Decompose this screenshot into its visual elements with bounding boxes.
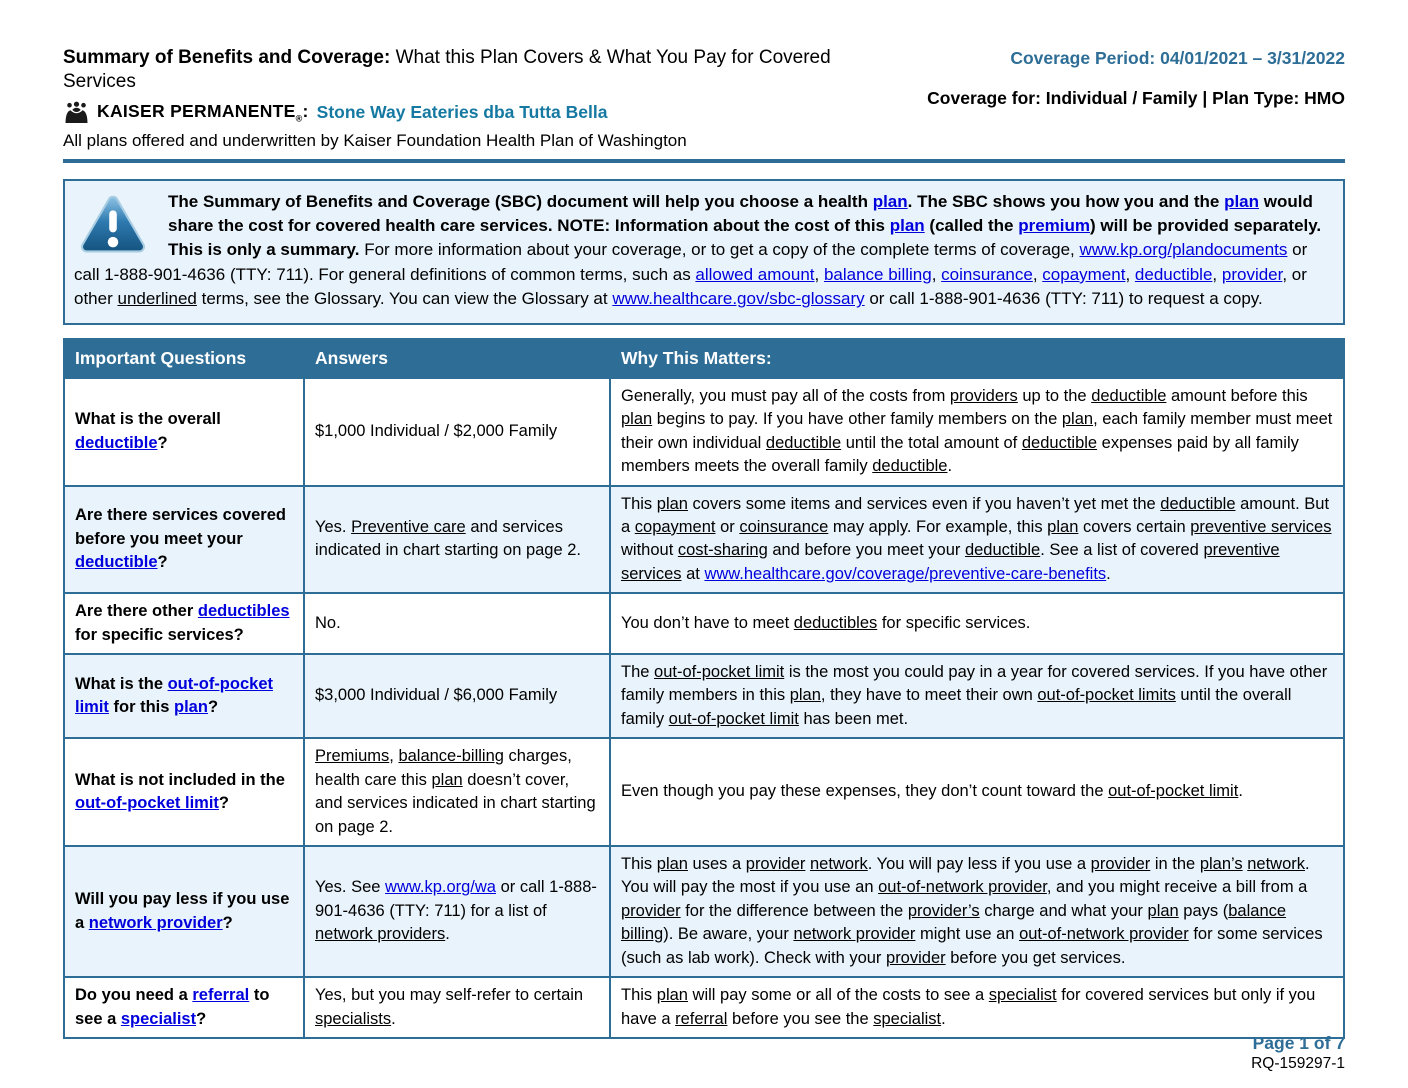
answer-cell xyxy=(304,738,610,846)
text-segment: begins to pay. If you have other family members on the xyxy=(652,410,1062,429)
text-segment: What is the overall xyxy=(75,410,221,429)
text-segment: ? xyxy=(157,433,168,452)
text-segment: balance billing xyxy=(621,901,1287,944)
text-segment: out-of-network provider xyxy=(878,878,1047,897)
text-segment: . xyxy=(947,457,953,476)
inline-link[interactable]: network provider xyxy=(88,913,223,932)
text-segment: deductible xyxy=(765,433,842,452)
text-segment: $1,000 Individual / $2,000 Family xyxy=(315,421,558,440)
answer-cell xyxy=(304,486,610,594)
text-segment: specialist xyxy=(873,1009,942,1028)
benefits-table xyxy=(63,338,1345,1039)
table-row xyxy=(64,846,1344,977)
inline-link[interactable]: allowed amount xyxy=(695,264,815,284)
text-segment: might use an xyxy=(915,925,1020,944)
text-segment: , and you might receive a bill from a xyxy=(1046,878,1308,897)
text-segment: or call 1-888-901-4636 (TTY: 711) to request a copy. xyxy=(864,289,1263,309)
text-segment: plan xyxy=(656,986,688,1005)
text-segment: . You will pay the most if you use an xyxy=(621,855,1310,897)
text-segment: out-of-pocket limits xyxy=(1037,686,1176,705)
inline-link[interactable]: out-of-pocket limit xyxy=(75,674,273,717)
inline-link[interactable]: plan xyxy=(872,191,908,211)
text-segment: ? xyxy=(207,698,219,717)
text-segment: or xyxy=(715,517,740,536)
text-segment: for some services (such as lab work). Check with your xyxy=(621,925,1323,967)
question-cell xyxy=(64,977,304,1038)
question-cell xyxy=(64,654,304,738)
registered-mark: ® xyxy=(295,113,303,124)
text-segment: . You will pay less if you use a xyxy=(867,855,1091,874)
text-segment: , xyxy=(1212,264,1222,284)
answer-cell xyxy=(304,977,610,1038)
inline-link[interactable]: www.kp.org/wa xyxy=(385,878,496,897)
text-segment: preventive services xyxy=(621,541,1280,583)
inline-link[interactable]: www.kp.org/plandocuments xyxy=(1079,240,1288,260)
text-segment: What is the xyxy=(75,674,168,693)
text-segment: covers certain xyxy=(1078,517,1191,536)
text-segment: , xyxy=(931,264,942,284)
text-segment: Preventive care xyxy=(351,517,466,536)
inline-link[interactable]: plan xyxy=(174,698,208,717)
text-segment: deductible xyxy=(964,541,1041,560)
text-segment: , or other xyxy=(74,264,1307,309)
text-segment: Do you need a xyxy=(75,986,193,1005)
text-segment: You don’t have to meet xyxy=(621,613,794,632)
table-row xyxy=(64,486,1344,594)
text-segment: doesn’t cover, and services indicated in chart starting on page 2. xyxy=(315,770,596,836)
text-segment: plan xyxy=(1147,901,1179,920)
header-left xyxy=(63,46,878,151)
text-segment: before you get services. xyxy=(945,948,1126,967)
text-segment: plan xyxy=(621,410,653,429)
coverage-period: Coverage Period: 04/01/2021 – 3/31/2022 xyxy=(1010,48,1345,68)
inline-link[interactable]: coinsurance xyxy=(941,264,1033,284)
inline-link[interactable]: deductibles xyxy=(197,602,290,621)
text-segment: This xyxy=(621,986,657,1005)
text-segment: amount before this xyxy=(1166,386,1308,405)
warning-icon xyxy=(79,193,147,256)
text-segment: out-of-pocket limit xyxy=(1108,782,1239,801)
answer-cell xyxy=(304,378,610,486)
text-segment: without xyxy=(621,541,678,560)
text-segment: provider xyxy=(621,901,681,920)
inline-link[interactable]: deductible xyxy=(1134,264,1213,284)
brand-line xyxy=(63,101,878,125)
text-segment: for this xyxy=(108,698,175,717)
table-row xyxy=(64,378,1344,486)
text-segment: for the difference between the xyxy=(680,901,908,920)
page-title-bold: Summary of Benefits and Coverage: xyxy=(63,47,391,68)
text-segment: expenses paid by all family members meets the overall family xyxy=(621,433,1299,476)
page-title-rest: What this Plan Covers & What You Pay for Covered Services xyxy=(63,47,831,92)
text-segment: provider’s xyxy=(907,901,980,920)
document-code: RQ-159297-1 xyxy=(1251,1055,1345,1072)
inline-link[interactable]: balance billing xyxy=(823,264,932,284)
why-cell xyxy=(610,846,1344,977)
text-segment: underlined xyxy=(117,289,197,309)
text-segment: terms, see the Glossary. You can view the Glossary at xyxy=(196,289,613,309)
text-segment: deductibles xyxy=(793,613,878,632)
answer-cell xyxy=(304,593,610,654)
text-segment: before you see the xyxy=(727,1009,874,1028)
column-header-important-questions: Important Questions xyxy=(64,339,304,378)
text-segment: network provider xyxy=(793,925,916,944)
text-segment: . xyxy=(391,1009,396,1028)
inline-link[interactable]: plan xyxy=(889,215,925,235)
question-cell xyxy=(64,738,304,846)
header-divider xyxy=(63,159,1345,163)
text-segment: , xyxy=(814,264,824,284)
text-segment: ). Be aware, your xyxy=(663,925,794,944)
text-segment: , each family member must meet their own individual xyxy=(621,410,1333,452)
text-segment: and services indicated in chart starting on page 2. xyxy=(315,517,582,560)
text-segment: is the most you could pay in a year for covered services. If you have other family members in this xyxy=(621,663,1328,705)
client-name: Stone Way Eateries dba Tutta Bella xyxy=(316,102,608,122)
text-segment: , xyxy=(1125,264,1135,284)
text-segment: referral xyxy=(675,1009,728,1028)
text-segment: has been met. xyxy=(798,709,909,728)
inline-link[interactable]: plan xyxy=(1224,191,1260,211)
page-footer xyxy=(1251,1033,1345,1073)
text-segment: in the xyxy=(1150,855,1200,874)
inline-link[interactable]: provider xyxy=(1221,264,1283,284)
table-row xyxy=(64,738,1344,846)
text-segment: . The SBC shows you how you and the xyxy=(907,191,1225,211)
text-segment: deductible xyxy=(1091,386,1167,405)
inline-link[interactable]: deductible xyxy=(75,433,158,452)
table-row xyxy=(64,593,1344,654)
text-segment: Yes. xyxy=(315,517,352,536)
text-segment: for covered services but only if you have a xyxy=(621,986,1316,1028)
text-segment: coinsurance xyxy=(739,517,829,536)
text-segment: Are there other xyxy=(75,602,198,621)
text-segment: deductible xyxy=(1021,433,1098,452)
text-segment: . xyxy=(1238,782,1243,801)
text-segment: (called the xyxy=(924,215,1019,235)
text-segment: will pay some or all of the costs to see a xyxy=(687,986,989,1005)
text-segment: What is not included in the xyxy=(75,770,285,789)
text-segment: ? xyxy=(222,913,233,932)
text-segment: provider xyxy=(886,948,946,967)
why-cell xyxy=(610,378,1344,486)
text-segment: The xyxy=(621,663,655,682)
inline-link[interactable]: specialist xyxy=(120,1009,197,1028)
text-segment: at xyxy=(681,564,705,583)
text-segment: network providers xyxy=(315,925,446,944)
question-cell xyxy=(64,593,304,654)
text-segment: Generally, you must pay all of the costs from xyxy=(621,386,950,405)
text-segment: plan xyxy=(656,855,688,874)
table-row xyxy=(64,977,1344,1038)
text-segment: copayment xyxy=(634,517,716,536)
text-segment: plan’s xyxy=(1199,855,1243,874)
text-segment: pays ( xyxy=(1178,901,1229,920)
text-segment: specialist xyxy=(988,986,1057,1005)
inline-link[interactable]: www.healthcare.gov/coverage/preventive-care-benefits xyxy=(704,564,1107,583)
inline-link[interactable]: premium xyxy=(1018,215,1091,235)
text-segment: cost-sharing xyxy=(677,541,768,560)
text-segment: plan xyxy=(789,686,821,705)
answer-cell xyxy=(304,654,610,738)
why-cell xyxy=(610,486,1344,594)
brand-wordmark: KAISER $PERMANENTE_®$: xyxy=(97,101,309,124)
text-segment: and before you meet your xyxy=(767,541,965,560)
text-segment: Even though you pay these expenses, they don’t count toward the xyxy=(621,782,1109,801)
why-cell xyxy=(610,654,1344,738)
text-segment: plan xyxy=(656,494,688,513)
text-segment: may apply. For example, this xyxy=(828,517,1048,536)
text-segment: ? xyxy=(157,553,168,572)
text-segment: deductible xyxy=(1160,494,1236,513)
text-segment: This xyxy=(621,855,657,874)
text-segment: providers xyxy=(949,386,1018,405)
text-segment: out-of-pocket limit xyxy=(654,663,785,682)
text-segment: The Summary of Benefits and Coverage (SBC) document will help you choose a health xyxy=(168,191,873,211)
underwriter-subtitle: All plans offered and underwritten by Kaiser Foundation Health Plan of Washington xyxy=(63,130,687,150)
inline-link[interactable]: www.healthcare.gov/sbc-glossary xyxy=(612,289,865,309)
text-segment: plan xyxy=(431,770,463,789)
inline-link[interactable]: copayment xyxy=(1042,264,1126,284)
table-header-row xyxy=(64,339,1344,378)
text-segment: Yes, but you may self-refer to certain xyxy=(315,986,584,1005)
page-title xyxy=(63,46,878,94)
inline-link[interactable]: out-of-pocket limit xyxy=(75,794,219,813)
header-right xyxy=(927,46,1345,109)
text-segment: plan xyxy=(1047,517,1079,536)
text-segment: . xyxy=(941,1009,946,1028)
question-cell xyxy=(64,378,304,486)
question-cell xyxy=(64,486,304,594)
document-header xyxy=(63,46,1345,151)
text-segment: . xyxy=(1106,564,1111,583)
why-cell xyxy=(610,738,1344,846)
text-segment: would share the cost for covered health care services. NOTE: Information about the cost of this xyxy=(168,191,1313,235)
why-cell xyxy=(610,977,1344,1038)
text-segment: out-of-pocket limit xyxy=(668,709,799,728)
text-segment: Premiums xyxy=(315,747,390,766)
text-segment: plan xyxy=(1061,410,1094,429)
text-segment: $3,000 Individual / $6,000 Family xyxy=(315,686,558,705)
text-segment: charge and what your xyxy=(979,901,1148,920)
text-segment: . See a list of covered xyxy=(1040,541,1204,560)
text-segment: ) will be provided separately. This is only a summary. xyxy=(168,215,1322,260)
text-segment: provider xyxy=(1090,855,1151,874)
text-segment: This xyxy=(621,494,657,513)
answer-cell xyxy=(304,846,610,977)
column-header-why-this-matters: Why This Matters: xyxy=(610,339,1344,378)
text-segment: for specific services? xyxy=(75,625,244,644)
text-segment: Will you pay less if you use a xyxy=(75,890,290,932)
text-segment: provider xyxy=(745,855,806,874)
text-segment: Yes. See xyxy=(315,878,386,897)
page-number: Page 1 of 7 xyxy=(1252,1033,1345,1053)
text-segment: to see a xyxy=(75,986,270,1028)
text-segment: , they have to meet their own xyxy=(820,686,1038,705)
text-segment: specialists xyxy=(315,1009,392,1028)
text-segment: ? xyxy=(196,1009,207,1028)
text-segment: , xyxy=(389,747,399,766)
text-segment: network xyxy=(1247,855,1306,874)
text-segment: For more information about your coverage, or to get a copy of the complete terms of coverage, xyxy=(364,240,1080,260)
text-segment: network xyxy=(809,855,868,874)
text-segment: or call 1-888-901-4636 (TTY: 711) for a list of xyxy=(315,878,597,920)
text-segment: Are there services covered before you meet your xyxy=(75,506,286,548)
inline-link[interactable]: deductible xyxy=(75,553,158,572)
text-segment: preventive services xyxy=(1190,517,1332,536)
coverage-for: Coverage for: Individual / Family | Plan Type: HMO xyxy=(927,88,1345,108)
text-segment: balance-billing xyxy=(398,747,504,766)
text-segment: until the total amount of xyxy=(841,433,1022,452)
text-segment: uses a xyxy=(687,855,746,874)
column-header-answers: Answers xyxy=(304,339,610,378)
text-segment: . xyxy=(445,925,450,944)
table-row xyxy=(64,654,1344,738)
text-segment: covers some items and services even if you haven’t yet met the xyxy=(687,494,1161,513)
text-segment: ? xyxy=(218,794,229,813)
text-segment: charges, health care this xyxy=(315,747,572,789)
text-segment: No. xyxy=(315,613,341,632)
text-segment: until the overall family xyxy=(621,686,1292,728)
why-cell xyxy=(610,593,1344,654)
notice-text xyxy=(74,192,1321,309)
text-segment: for specific services. xyxy=(877,613,1031,632)
text-segment: amount. But a xyxy=(621,494,1330,536)
sbc-notice-box xyxy=(63,179,1345,325)
text-segment: up to the xyxy=(1017,386,1092,405)
text-segment: , xyxy=(1032,264,1043,284)
kaiser-permanente-logo-icon xyxy=(63,101,90,125)
text-segment: out-of-network provider xyxy=(1019,925,1189,944)
text-segment: deductible xyxy=(872,457,948,476)
text-segment: or call 1-888-901-4636 (TTY: 711). For general definitions of common terms, such as xyxy=(74,240,1308,284)
inline-link[interactable]: referral xyxy=(192,986,250,1005)
question-cell xyxy=(64,846,304,977)
